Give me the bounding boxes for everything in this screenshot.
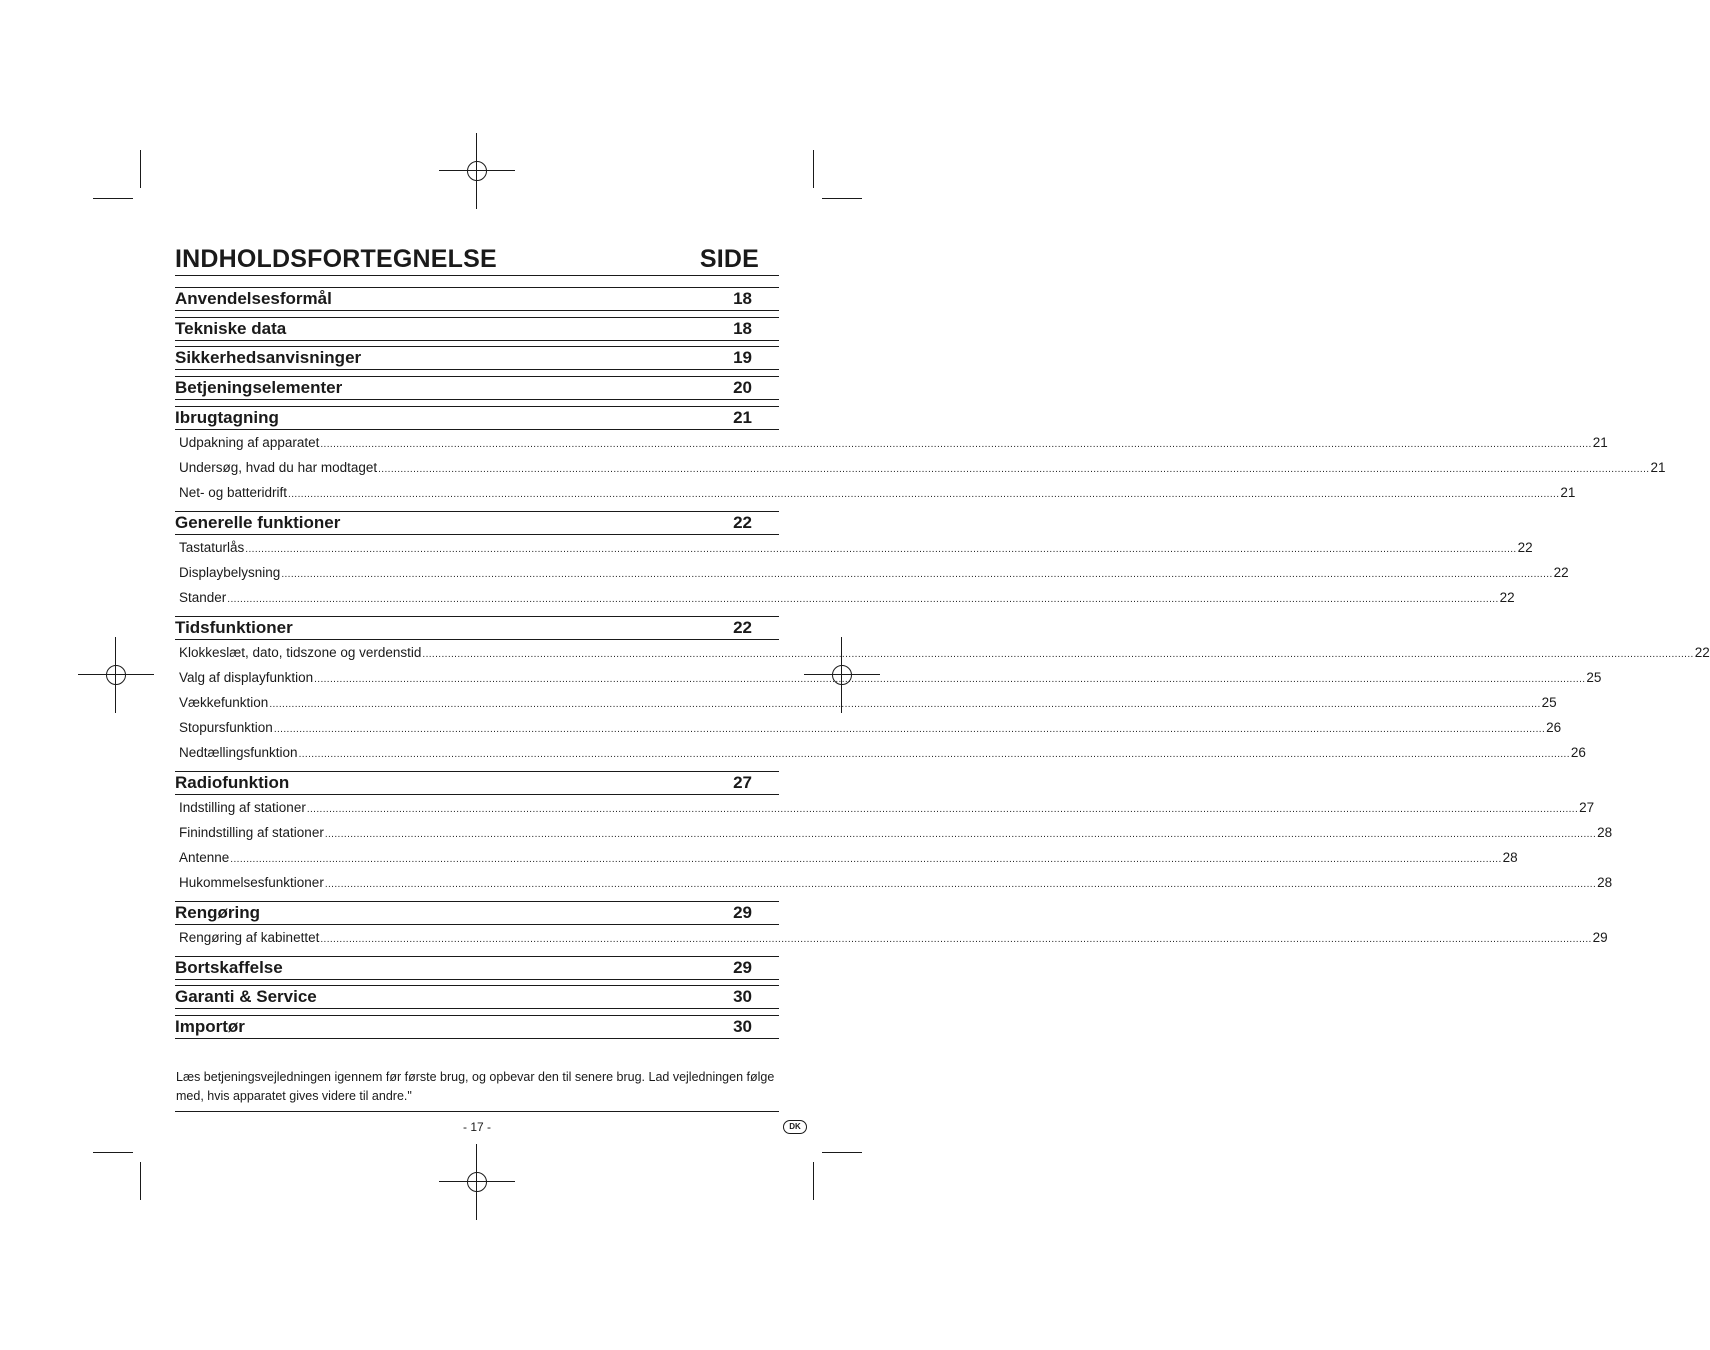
toc-section-page: 30 — [733, 1017, 752, 1036]
toc-section-label: Sikkerhedsanvisninger — [175, 348, 362, 367]
toc-section-page: 29 — [733, 903, 752, 922]
toc-entry-page: 28 — [1597, 875, 1613, 890]
toc-section[interactable] — [175, 287, 779, 311]
toc-section[interactable] — [175, 1015, 779, 1039]
crop-mark — [822, 198, 862, 199]
toc-entry[interactable] — [179, 719, 1562, 737]
toc-section-label: Generelle funktioner — [175, 513, 341, 532]
toc-entry-label: Hukommelsesfunktioner — [179, 875, 324, 890]
toc-section-label: Importør — [175, 1017, 245, 1036]
toc-entry[interactable] — [179, 644, 1710, 662]
toc-entry[interactable] — [179, 744, 1586, 762]
page-column-label: SIDE — [699, 245, 759, 273]
toc-section[interactable] — [175, 317, 779, 341]
toc-entry-label: Rengøring af kabinettet — [179, 930, 320, 945]
toc-entry-label: Vækkefunktion — [179, 695, 269, 710]
toc-entry[interactable] — [179, 669, 1602, 687]
dot-leader: ................................................................................................................................................................................................................................................................................................................................................................................................................ — [230, 854, 1502, 865]
dot-leader: ................................................................................................................................................................................................................................................................................................................................................................................................................ — [324, 879, 1597, 890]
dot-leader: ................................................................................................................................................................................................................................................................................................................................................................................................................ — [378, 464, 1650, 475]
toc-entry-page: 22 — [1517, 540, 1533, 555]
toc-section-label: Tekniske data — [175, 319, 287, 338]
toc-entry-label: Klokkeslæt, dato, tidszone og verdenstid — [179, 645, 422, 660]
toc-entry[interactable] — [179, 799, 1595, 817]
crop-mark — [822, 1152, 862, 1153]
toc-section[interactable] — [175, 985, 779, 1009]
crop-mark — [93, 198, 133, 199]
dot-leader: ................................................................................................................................................................................................................................................................................................................................................................................................................ — [320, 439, 1592, 450]
toc-entry-page: 26 — [1570, 745, 1586, 760]
dot-leader: ................................................................................................................................................................................................................................................................................................................................................................................................................ — [227, 594, 1499, 605]
page-title: INDHOLDSFORTEGNELSE — [175, 245, 497, 273]
registration-mark — [439, 1144, 515, 1220]
registration-mark — [78, 637, 154, 713]
toc-entry-page: 28 — [1502, 850, 1518, 865]
toc-entry-label: Undersøg, hvad du har modtaget — [179, 460, 378, 475]
toc-entry-label: Valg af displayfunktion — [179, 670, 314, 685]
toc-entry-label: Displaybelysning — [179, 565, 281, 580]
dot-leader: ................................................................................................................................................................................................................................................................................................................................................................................................................ — [314, 674, 1586, 685]
toc-header — [175, 243, 779, 276]
toc-entry[interactable] — [179, 539, 1533, 557]
intro-note: Læs betjeningsvejledningen igennem før første brug, og opbevar den til senere brug. Lad vejledningen følge med, hvis apparatet gives videre til andre." — [176, 1070, 775, 1103]
footer-divider — [175, 1111, 779, 1112]
toc-entry-label: Indstilling af stationer — [179, 800, 306, 815]
toc-entry-page: 26 — [1546, 720, 1562, 735]
crop-mark — [813, 1162, 814, 1200]
toc-entry[interactable] — [179, 459, 1666, 477]
dot-leader: ................................................................................................................................................................................................................................................................................................................................................................................................................ — [320, 934, 1592, 945]
dot-leader: ................................................................................................................................................................................................................................................................................................................................................................................................................ — [298, 749, 1570, 760]
toc-section-label: Betjeningselementer — [175, 378, 343, 397]
toc-entry-page: 25 — [1586, 670, 1602, 685]
toc-entry-label: Finindstilling af stationer — [179, 825, 324, 840]
dot-leader: ................................................................................................................................................................................................................................................................................................................................................................................................................ — [288, 489, 1560, 500]
toc-entry-label: Stopursfunktion — [179, 720, 273, 735]
toc-section-label: Radiofunktion — [175, 773, 290, 792]
toc-section[interactable] — [175, 406, 779, 430]
toc-section-page: 19 — [733, 348, 752, 367]
dot-leader: ................................................................................................................................................................................................................................................................................................................................................................................................................ — [324, 829, 1597, 840]
toc-entry[interactable] — [179, 874, 1613, 892]
toc-entry[interactable] — [179, 929, 1608, 947]
dot-leader: ................................................................................................................................................................................................................................................................................................................................................................................................................ — [422, 649, 1694, 660]
toc-entry-page: 21 — [1560, 485, 1576, 500]
toc-entry-page: 21 — [1592, 435, 1608, 450]
toc-entry-label: Udpakning af apparatet — [179, 435, 320, 450]
toc-section[interactable] — [175, 901, 779, 925]
toc-entry[interactable] — [179, 589, 1515, 607]
toc-entry[interactable] — [179, 434, 1608, 452]
registration-mark — [439, 133, 515, 209]
dot-leader: ................................................................................................................................................................................................................................................................................................................................................................................................................ — [281, 569, 1553, 580]
toc-section-label: Garanti & Service — [175, 987, 317, 1006]
dot-leader: ................................................................................................................................................................................................................................................................................................................................................................................................................ — [269, 699, 1541, 710]
toc-section-label: Rengøring — [175, 903, 260, 922]
toc-entry-page: 28 — [1597, 825, 1613, 840]
toc-entry-page: 29 — [1592, 930, 1608, 945]
toc-entry-label: Nedtællingsfunktion — [179, 745, 298, 760]
language-badge: DK — [783, 1120, 807, 1134]
toc-entry-page: 25 — [1541, 695, 1557, 710]
dot-leader: ................................................................................................................................................................................................................................................................................................................................................................................................................ — [273, 724, 1546, 735]
crop-mark — [93, 1152, 133, 1153]
toc-entry[interactable] — [179, 694, 1557, 712]
toc-section[interactable] — [175, 346, 779, 370]
toc-section-page: 18 — [733, 319, 752, 338]
toc-section[interactable] — [175, 616, 779, 640]
toc-section-label: Anvendelsesformål — [175, 289, 332, 308]
toc-entry-label: Antenne — [179, 850, 230, 865]
toc-section[interactable] — [175, 376, 779, 400]
toc-section-page: 20 — [733, 378, 752, 397]
toc-section-page: 22 — [733, 618, 752, 637]
toc-section[interactable] — [175, 511, 779, 535]
crop-mark — [140, 150, 141, 188]
toc-section-page: 18 — [733, 289, 752, 308]
toc-entry-label: Net- og batteridrift — [179, 485, 288, 500]
toc-section-page: 29 — [733, 958, 752, 977]
toc-section-page: 30 — [733, 987, 752, 1006]
toc-section[interactable] — [175, 956, 779, 980]
toc-section-label: Bortskaffelse — [175, 958, 283, 977]
dot-leader: ................................................................................................................................................................................................................................................................................................................................................................................................................ — [245, 544, 1517, 555]
toc-section-page: 21 — [733, 408, 752, 427]
toc-entry[interactable] — [179, 849, 1518, 867]
toc-section-page: 27 — [733, 773, 752, 792]
toc-section-label: Ibrugtagning — [175, 408, 279, 427]
toc-entry[interactable] — [179, 824, 1613, 842]
crop-mark — [813, 150, 814, 188]
crop-mark — [140, 1162, 141, 1200]
toc-entry-page: 21 — [1650, 460, 1666, 475]
page-number: - 17 - — [462, 1120, 491, 1134]
toc-section-page: 22 — [733, 513, 752, 532]
toc-entry-page: 22 — [1499, 590, 1515, 605]
toc-section-label: Tidsfunktioner — [175, 618, 293, 637]
toc-section[interactable] — [175, 771, 779, 795]
toc-entry-page: 22 — [1553, 565, 1569, 580]
toc-entry[interactable] — [179, 484, 1576, 502]
toc-entry-page: 27 — [1579, 800, 1595, 815]
toc-entry-label: Stander — [179, 590, 227, 605]
toc-entry-label: Tastaturlås — [179, 540, 245, 555]
dot-leader: ................................................................................................................................................................................................................................................................................................................................................................................................................ — [306, 804, 1579, 815]
toc-entry[interactable] — [179, 564, 1569, 582]
toc-entry-page: 22 — [1694, 645, 1710, 660]
